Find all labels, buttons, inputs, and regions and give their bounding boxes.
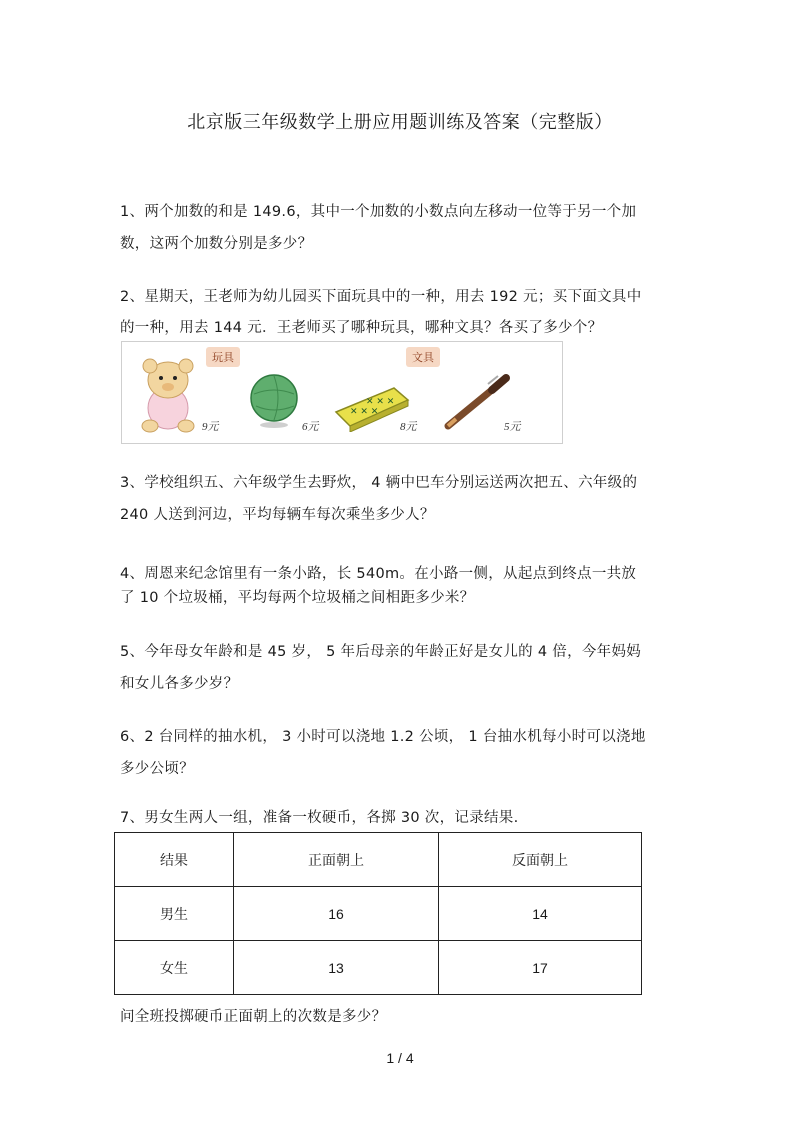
table-cell: 女生 [115,941,234,995]
svg-text:✕ ✕ ✕: ✕ ✕ ✕ [366,397,395,407]
table-row [115,887,642,941]
table-cell: 男生 [115,887,234,941]
table-row [115,941,642,995]
table-header-row [115,833,642,887]
question-7-line-1: 7、男女生两人一组，准备一枚硬币，各掷 30 次，记录结果. [120,810,519,826]
table-cell: 17 [439,941,642,995]
svg-text:✕ ✕ ✕: ✕ ✕ ✕ [350,407,379,417]
question-7-followup: 问全班投掷硬币正面朝上的次数是多少？ [120,1009,387,1025]
ball-icon [250,370,300,430]
table-cell: 16 [234,887,439,941]
toys-stationery-figure [121,341,563,444]
question-1-line-2: 数，这两个加数分别是多少？ [120,236,313,252]
question-5-line-2: 和女儿各多少岁？ [120,676,239,692]
price-label-1: 9元 [202,421,219,433]
table-header-cell: 正面朝上 [234,833,439,887]
price-label-2: 6元 [302,421,319,433]
question-3-line-1: 3、学校组织五、六年级学生去野炊， 4 辆中巴车分别运送两次把五、六年级的 [120,475,638,491]
question-4-line-2: 了 10 个垃圾桶，平均每两个垃圾桶之间相距多少米？ [120,590,475,606]
question-5-line-1: 5、今年母女年龄和是 45 岁， 5 年后母亲的年龄正好是女儿的 4 倍，今年妈妈 [120,644,642,660]
page-title: 北京版三年级数学上册应用题训练及答案（完整版） [187,112,613,133]
stationery-tag: 文具 [406,347,440,367]
question-4-line-1: 4、周恩来纪念馆里有一条小路，长 540m。在小路一侧，从起点到终点一共放 [120,566,637,582]
page-number: 1 / 4 [386,1050,414,1066]
question-2-line-2: 的一种，用去 144 元．王老师买了哪种玩具，哪种文具？各买了多少个？ [120,320,603,336]
question-1-line-1: 1、两个加数的和是 149.6，其中一个加数的小数点向左移动一位等于另一个加 [120,204,637,220]
question-6-line-2: 多少公顷？ [120,761,194,777]
question-3-line-2: 240 人送到河边，平均每辆车每次乘坐多少人？ [120,507,435,523]
question-2-line-1: 2、星期天，王老师为幼儿园买下面玩具中的一种，用去 192 元；买下面文具中 [120,289,642,305]
toys-tag: 玩具 [206,347,240,367]
price-label-3: 8元 [400,421,417,433]
price-label-4: 5元 [504,421,521,433]
table-cell: 14 [439,887,642,941]
table-cell: 13 [234,941,439,995]
coin-toss-results-table [114,832,642,995]
teddy-bear-icon [138,356,198,434]
table-header-cell: 结果 [115,833,234,887]
pen-icon [442,372,512,432]
question-6-line-1: 6、2 台同样的抽水机， 3 小时可以浇地 1.2 公顷， 1 台抽水机每小时可以浇地 [120,729,646,745]
table-header-cell: 反面朝上 [439,833,642,887]
